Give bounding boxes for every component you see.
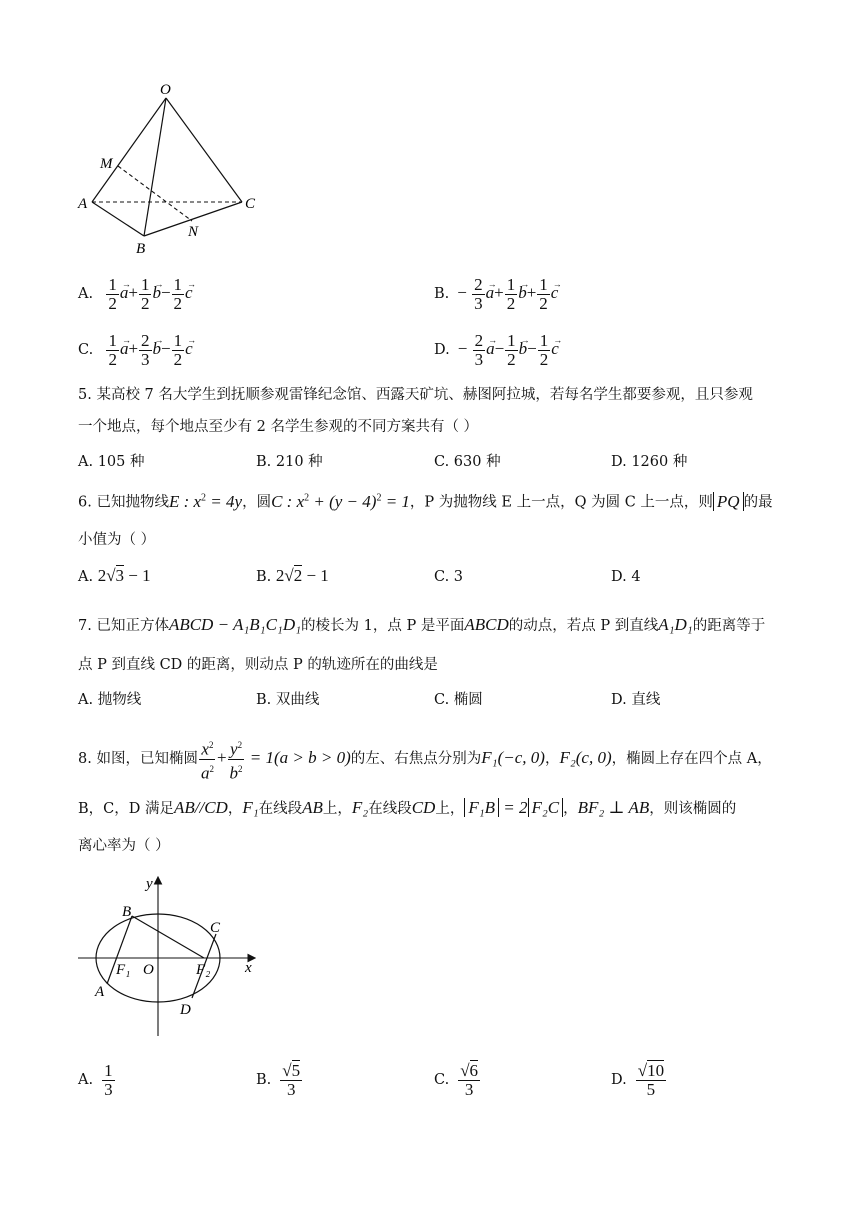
q5-option-d: D. 1260 种 [611, 454, 688, 470]
point-B-label: B [136, 241, 146, 257]
q7-line-1: 7. 已知正方体ABCD − A₁B₁C₁D₁的棱长为 1，点 P 是平面ABCD的动点，若点 P 到直线A₁D₁的距离等于 [78, 615, 766, 634]
q6-option-b: B. 2√2 − 1 [256, 566, 329, 585]
origin-label: O [143, 962, 154, 978]
point-A-label: A [78, 196, 88, 212]
q4-option-a: A. $\frac{1}{2}$ → a+ $\frac{1}{2}$ → b− $\frac{1}{2}$ → c [78, 276, 193, 313]
q4-option-d: D. − $\frac{2}{3}$ → a− $\frac{1}{2}$ → b− $\frac{1}{2}$ → c [434, 332, 559, 369]
q5-option-a: A. 105 种 [78, 454, 145, 470]
q6-option-c: C. 3 [434, 569, 464, 585]
q8-line-2: B，C，D 满足AB//CD，F₁在线段AB上，F₂在线段CD上， F₁B = 2 F₂C ，BF₂ ⊥ AB，则该椭圆的 [78, 798, 737, 817]
q5-option-c: C. 630 种 [434, 454, 501, 470]
q4-option-b: B. − $\frac{2}{3}$ → a+ $\frac{1}{2}$ → b+ $\frac{1}{2}$ → c [434, 276, 558, 313]
q8-option-a: A. $\frac{1}{3}$ [78, 1061, 113, 1099]
q8-line-1: 8. 如图，已知椭圆 $\frac{x^2}{a^2}$ + $\frac{y^2}{b^2}$ = 1(a > b > 0)的左、右焦点分别为F₁(−c, 0)，F₂(c, 0)，椭圆上存在四个点 A， [78, 736, 772, 782]
focus-F1-label: F₁ [116, 962, 131, 978]
q4-option-c: C. $\frac{1}{2}$ → a+ $\frac{2}{3}$ → b− $\frac{1}{2}$ → c [78, 332, 193, 369]
ellipse-figure [70, 868, 270, 1044]
q5-option-b: B. 210 种 [256, 454, 323, 470]
point-N-label: N [188, 224, 199, 240]
q5-line-2: 一个地点，每个地点至少有 2 名学生参观的不同方案共有（ ） [78, 419, 479, 435]
tetrahedron-figure [70, 78, 270, 258]
q7-option-a: A. 抛物线 [78, 692, 142, 708]
q7-option-c: C. 椭圆 [434, 692, 483, 708]
point-A-label: A [95, 984, 105, 1000]
q6-line-1: 6. 已知抛物线E : $x^2 = 4y$，圆C : $x^2 + (y - 4)^2 = 1$，P 为抛物线 E 上一点，Q 为圆 C 上一点，则 PQ 的最 [78, 491, 773, 511]
point-B-label: B [122, 904, 132, 920]
q6-option-d: D. 4 [611, 569, 641, 585]
point-O-label: O [160, 82, 171, 98]
q7-option-b: B. 双曲线 [256, 692, 320, 708]
point-D-label: D [180, 1002, 191, 1018]
point-C-label: C [245, 196, 256, 212]
q5-line-1: 5. 某高校 7 名大学生到抚顺参观雷锋纪念馆、西露天矿坑、赫图阿拉城，若每名学生都要参观，且只参观 [78, 387, 753, 403]
point-C-label: C [210, 920, 221, 936]
q7-option-d: D. 直线 [611, 692, 661, 708]
q8-line-3: 离心率为（ ） [78, 838, 170, 854]
q6-line-2: 小值为（ ） [78, 532, 156, 548]
q8-option-b: B. $\frac{√5}{3}$ [256, 1061, 301, 1099]
axis-x-label: x [245, 960, 252, 976]
q8-option-c: C. $\frac{√6}{3}$ [434, 1061, 479, 1099]
focus-F2-label: F₂ [196, 962, 211, 978]
q8-option-d: D. $\frac{√10}{5}$ [611, 1061, 665, 1099]
point-M-label: M [100, 156, 113, 172]
q6-option-a: A. 2√3 − 1 [78, 566, 151, 585]
q7-line-2: 点 P 到直线 CD 的距离，则动点 P 的轨迹所在的曲线是 [78, 657, 438, 673]
axis-y-label: y [146, 876, 153, 892]
